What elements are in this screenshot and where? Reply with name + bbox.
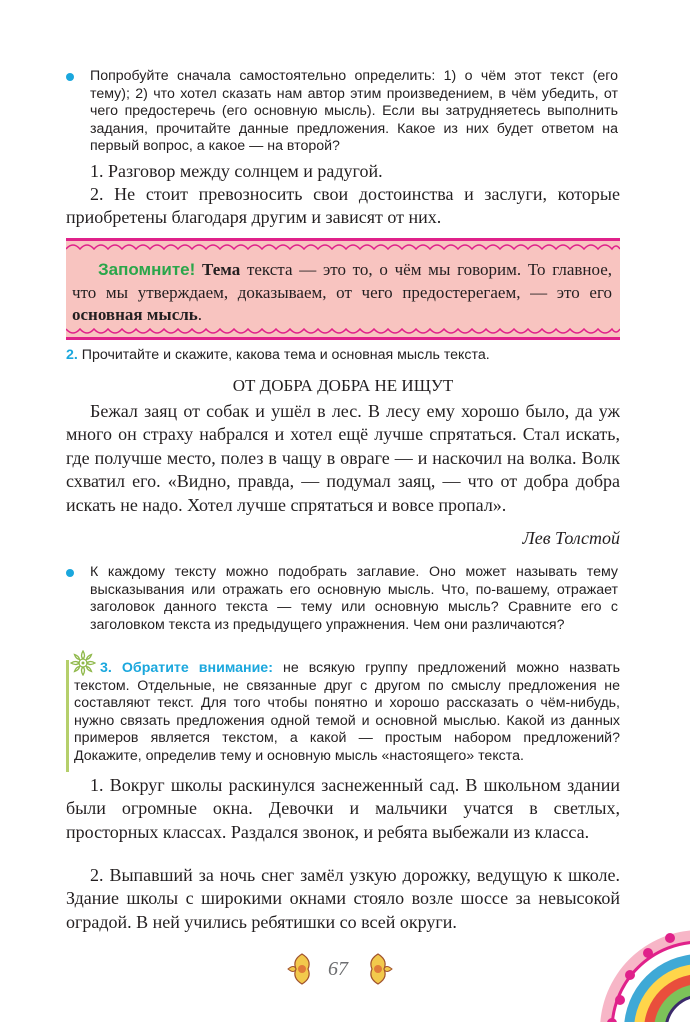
example-one: 1. Вокруг школы раскинулся заснеженный сад. В школьном здании были огромные окна. Девочки и мальчики учатся в светлых, просторных классах. Раздался звонок, и ребята выбежали из класса. (66, 775, 620, 842)
example-two: 2. Выпавший за ночь снег замёл узкую дорожку, ведущую к школе. Здание школы с широкими окнами стояло возле шоссе за невысокой оградой. В ней учились ребятишки со всей округи. (66, 865, 620, 932)
title-note-text: К каждому тексту можно подобрать заглавие. Оно может называть тему высказывания или отражать его основную мысль. Что, по-вашему, отражает заголовок данного текста — тему или основную мысль? Сравните его с заголовком текста из предыдущего упражнения. Чем они различаются? (90, 564, 618, 633)
top-ornament (66, 241, 620, 251)
term-main-idea: основная мысль (72, 305, 198, 324)
bottom-ornament (66, 327, 620, 337)
remember-text (72, 259, 612, 327)
term-theme: Тема (202, 260, 241, 279)
remember-label: Запомните! (98, 260, 196, 279)
exercise-number: 2. (66, 347, 78, 363)
exercise-2-task (66, 347, 620, 365)
attention-body: не всякую группу предложений можно назвать текстом. Отдельные, не связанные друг с другом по смыслу предложения не составляют текст. Для того чтобы понятно и хорошо рассказать о чём-нибудь, нужно связать предложения одной темой и основной мыслью. Какой из данных примеров является текстом, а какой — простым набором предложений? Докажите, определив тему и основную мысль «настоящего» текста. (74, 660, 621, 764)
attention-bar (66, 660, 69, 772)
left-ornament-icon (286, 952, 318, 986)
story-author: Лев Толстой (522, 528, 620, 548)
option-two: 2. Не стоит превозносить свои достоинства и заслуги, которые приобретены благодаря другим и зависят от них. (66, 184, 620, 228)
right-ornament-icon (362, 952, 394, 986)
attention-label: 3. Обратите внимание: (100, 660, 273, 676)
story-text: Бежал заяц от собак и ушёл в лес. В лесу ему хорошо было, да уж много он страху набрался и хотел ещё лучше спрятаться. Стал искать, где получше место, полез в чащу в овраге — и наскочил на волка. Волк схватил его. «Видно, правда, — подумал заяц, — что от добра добра искать не надо. Хотел лучше спрятаться и вовсе пропал». (66, 401, 620, 515)
remember-end: . (197, 305, 203, 324)
story-title: ОТ ДОБРА ДОБРА НЕ ИЩУТ (232, 376, 454, 395)
exercise-3-text (74, 660, 620, 766)
option-one: 1. Разговор между солнцем и радугой. (90, 161, 383, 181)
page-number: 67 (328, 958, 348, 980)
bullet-icon (66, 70, 76, 80)
exercise-2-text: Прочитайте и скажите, какова тема и основная мысль текста. (81, 347, 490, 363)
corner-mandala-icon (590, 905, 690, 1022)
bullet-icon (66, 566, 76, 576)
remember-box (66, 238, 620, 340)
intro-text: Попробуйте сначала самостоятельно определить: 1) о чём этот текст (его тему); 2) что хотел сказать нам автор этим произведением, в чём убедить, от чего предостеречь (его основную мысль). Если вы затрудняетесь выполнить задания, прочитайте данные предложения. Какое из них будет ответом на первый вопрос, а какое — на второй? (90, 68, 618, 155)
remember-body: текста — это то, о чём мы говорим. То главное, что мы утверждаем, доказываем, от чего предостерегаем, — это его (72, 260, 612, 302)
